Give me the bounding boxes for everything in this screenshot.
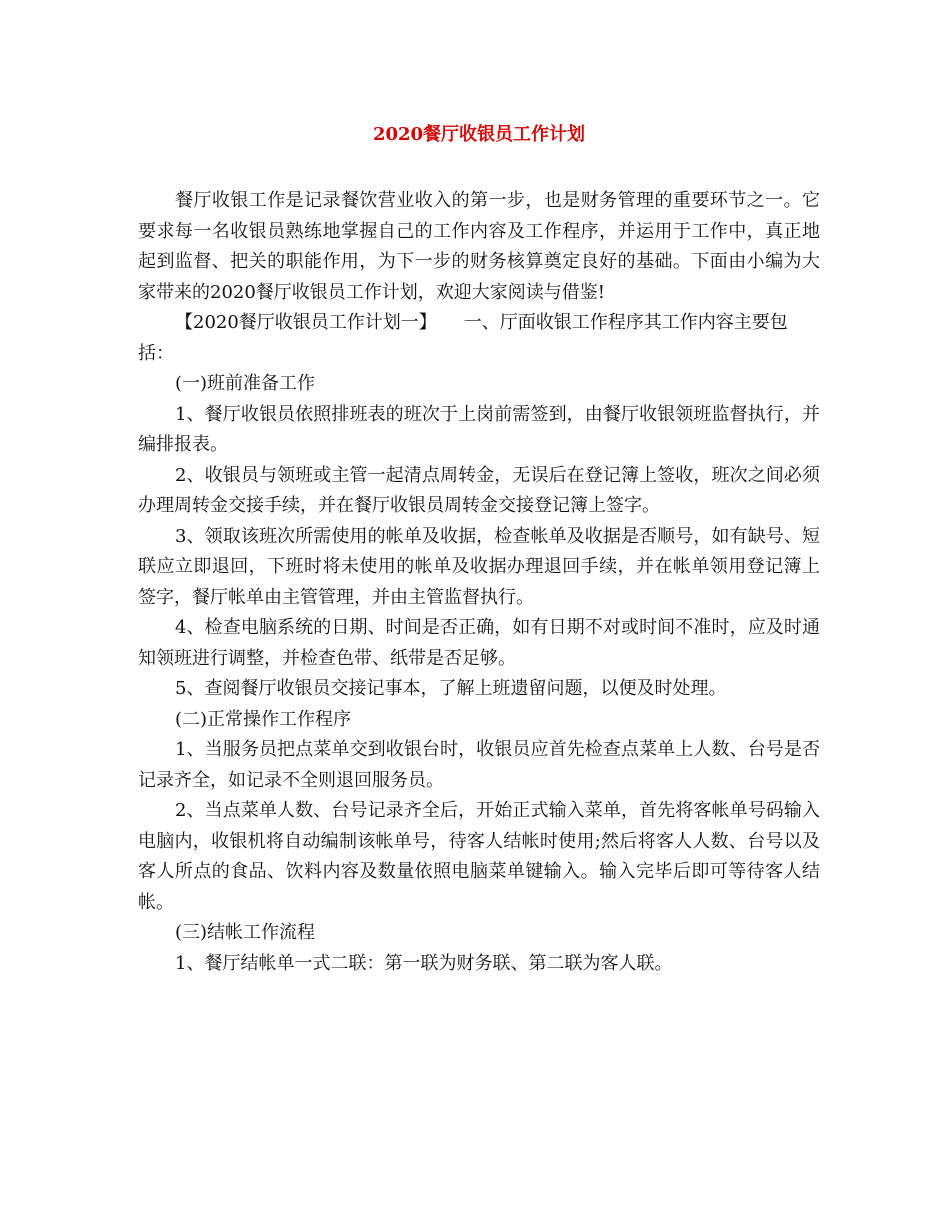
section-heading-1: (一)班前准备工作 [175, 373, 316, 394]
list-item: 1、餐厅结帐单一式二联：第一联为财务联、第二联为客人联。 [175, 952, 673, 974]
list-item: 4、检查电脑系统的日期、时间是否正确，如有日期不对或时间不准时，应及时通知领班进行调整，并检查色带、纸带是否足够。 [138, 617, 820, 669]
document-title: 2020餐厅收银员工作计划 [372, 124, 586, 145]
list-item: 1、当服务员把点菜单交到收银台时，收银员应首先检查点菜单上人数、台号是否记录齐全，如记录不全则退回服务员。 [138, 739, 820, 791]
plan-heading-paragraph: 【2020餐厅收银员工作计划一】 一、厅面收银工作程序其工作内容主要包括： [138, 312, 788, 364]
list-item: 3、领取该班次所需使用的帐单及收据，检查帐单及收据是否顺号，如有缺号、短联应立即退回，下班时将未使用的帐单及收据办理退回手续，并在帐单领用登记簿上签字，餐厅帐单由主管管理，并由主管监督执行。 [138, 525, 820, 608]
list-item: 2、当点菜单人数、台号记录齐全后，开始正式输入菜单，首先将客帐单号码输入电脑内，收银机将自动编制该帐单号，待客人结帐时使用;然后将客人人数、台号以及客人所点的食品、饮料内容及数量依照电脑菜单键输入。输入完毕后即可等待客人结帐。 [138, 800, 820, 913]
section-heading-2: (二)正常操作工作程序 [175, 708, 352, 730]
list-item: 5、查阅餐厅收银员交接记事本，了解上班遗留问题，以便及时处理。 [175, 678, 727, 699]
list-item: 2、收银员与领班或主管一起清点周转金，无误后在登记簿上签收，班次之间必须办理周转金交接手续，并在餐厅收银员周转金交接登记簿上签字。 [138, 464, 820, 516]
section-heading-3: (三)结帐工作流程 [175, 922, 316, 943]
intro-paragraph: 餐厅收银工作是记录餐饮营业收入的第一步，也是财务管理的重要环节之一。它要求每一名收银员熟练地掌握自己的工作内容及工作程序，并运用于工作中，真正地起到监督、把关的职能作用，为下一步的财务核算奠定良好的基础。下面由小编为大家带来的2020餐厅收银员工作计划，欢迎大家阅读与借鉴! [138, 190, 820, 303]
list-item: 1、餐厅收银员依照排班表的班次于上岗前需签到，由餐厅收银领班监督执行，并编排报表。 [138, 403, 820, 455]
